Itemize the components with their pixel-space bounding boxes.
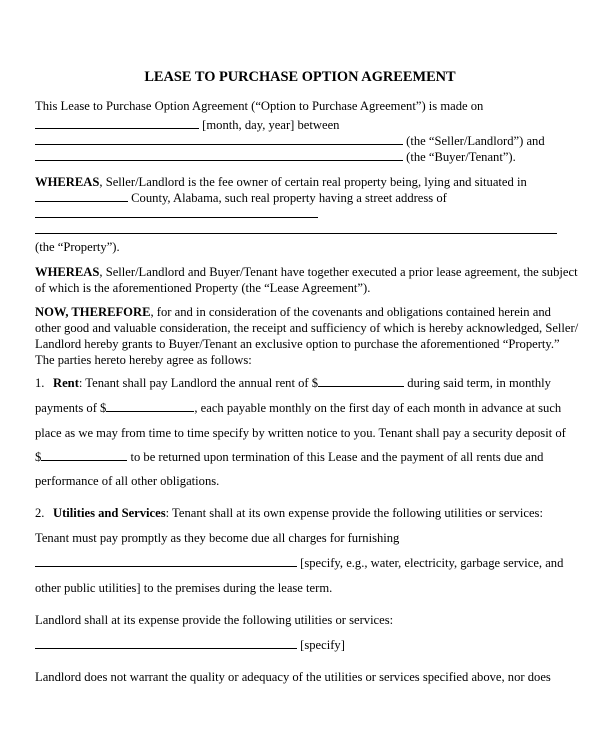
now-therefore-text-3: Landlord hereby grants to Buyer/Tenant an exclusive option to purchase the aforementioned “Property.”: [35, 337, 560, 351]
rent-text-1b: during said term, in monthly: [407, 376, 551, 390]
buyer-label: (the “Buyer/Tenant”).: [406, 150, 516, 164]
seller-line: [35, 133, 570, 149]
rent-text-4b: to be returned upon termination of this Lease and the payment of all rents due and: [130, 450, 544, 464]
utilities-line-6: [35, 637, 570, 653]
intro-text: This Lease to Purchase Option Agreement (“Option to Purchase Agreement”) is made on: [35, 99, 484, 113]
address-blank-2[interactable]: [35, 222, 557, 234]
whereas-2-text: , Seller/Landlord and Buyer/Tenant have together executed a prior lease agreement, the subject: [99, 265, 578, 279]
property-line: [35, 239, 570, 255]
utilities-text-5: Landlord shall at its expense provide the following utilities or services:: [35, 613, 394, 627]
rent-text-2b: , each payable monthly on the first day of each month in advance at such: [194, 401, 562, 415]
now-therefore-line-4: [35, 352, 570, 368]
rent-line-4: [35, 449, 570, 465]
county-text: County, Alabama, such real property having a street address of: [131, 191, 447, 205]
whereas-label: WHEREAS: [35, 265, 100, 279]
date-line: [35, 117, 570, 133]
county-line: [35, 190, 570, 206]
utilities-text-3: [specify, e.g., water, electricity, garbage service, and: [300, 556, 564, 570]
intro-line: [35, 98, 570, 114]
rent-text-2a: payments of $: [35, 401, 107, 415]
now-therefore-line-3: [35, 336, 570, 352]
address-line-2: [35, 222, 570, 238]
utilities-line-2: [35, 530, 570, 546]
document-title: LEASE TO PURCHASE OPTION AGREEMENT: [144, 69, 456, 85]
date-blank[interactable]: [35, 117, 199, 129]
rent-line-5: [35, 473, 570, 489]
utilities-label: Utilities and Services: [53, 506, 166, 520]
now-therefore-text-4: The parties hereto hereby agree as follows:: [35, 353, 252, 367]
property-label: (the “Property”).: [35, 240, 120, 254]
rent-number: 1.: [35, 376, 45, 390]
now-therefore-label: NOW, THEREFORE: [35, 305, 151, 319]
whereas-2-line: [35, 264, 578, 280]
buyer-blank[interactable]: [35, 149, 403, 161]
rent-label: Rent: [53, 376, 79, 390]
seller-label: (the “Seller/Landlord”) and: [406, 134, 545, 148]
utilities-line-7: [35, 669, 570, 685]
rent-line-1: [35, 375, 570, 391]
security-deposit-blank[interactable]: [41, 449, 127, 461]
utilities-line-3: [35, 555, 570, 571]
rent-text-3: place as we may from time to time specify by written notice to you. Tenant shall pay a security deposit of: [35, 426, 566, 440]
rent-text-1a: : Tenant shall pay Landlord the annual rent of $: [78, 376, 319, 390]
whereas-label: WHEREAS: [35, 175, 100, 189]
whereas-1-text: , Seller/Landlord is the fee owner of certain real property being, lying and situated in: [99, 175, 527, 189]
county-blank[interactable]: [35, 190, 128, 202]
date-hint: [month, day, year] between: [202, 118, 340, 132]
whereas-2-text-2: of which is the aforementioned Property (the “Lease Agreement”).: [35, 281, 371, 295]
now-therefore-text: , for and in consideration of the covenants and obligations contained herein and: [150, 305, 551, 319]
whereas-2-line-2: [35, 280, 570, 296]
buyer-line: [35, 149, 570, 165]
annual-rent-blank[interactable]: [318, 375, 404, 387]
address-line: [35, 206, 570, 222]
now-therefore-text-2: other good and valuable consideration, the receipt and sufficiency of which is hereby acknowledged, Seller/: [35, 321, 579, 335]
utilities-line-4: [35, 580, 570, 596]
rent-line-3: [35, 425, 570, 441]
tenant-utilities-blank[interactable]: [35, 555, 297, 567]
utilities-text-4: other public utilities] to the premises during the lease term.: [35, 581, 333, 595]
utilities-text-2: Tenant must pay promptly as they become due all charges for furnishing: [35, 531, 400, 545]
utilities-number: 2.: [35, 506, 45, 520]
utilities-text-6: [specify]: [300, 638, 345, 652]
rent-line-2: [35, 400, 570, 416]
utilities-line-5: [35, 612, 570, 628]
seller-blank[interactable]: [35, 133, 403, 145]
whereas-1-line: [35, 174, 570, 190]
address-blank-1[interactable]: [35, 206, 318, 218]
now-therefore-line-2: [35, 320, 579, 336]
monthly-payment-blank[interactable]: [106, 400, 194, 412]
now-therefore-line: [35, 304, 570, 320]
utilities-line-1: [35, 505, 570, 521]
utilities-text-1: : Tenant shall at its own expense provide the following utilities or services:: [165, 506, 543, 520]
utilities-text-7: Landlord does not warrant the quality or adequacy of the utilities or services specified above, nor does: [35, 670, 551, 684]
landlord-utilities-blank[interactable]: [35, 637, 297, 649]
rent-text-5: performance of all other obligations.: [35, 474, 220, 488]
rent-text-4a: $: [35, 450, 42, 464]
